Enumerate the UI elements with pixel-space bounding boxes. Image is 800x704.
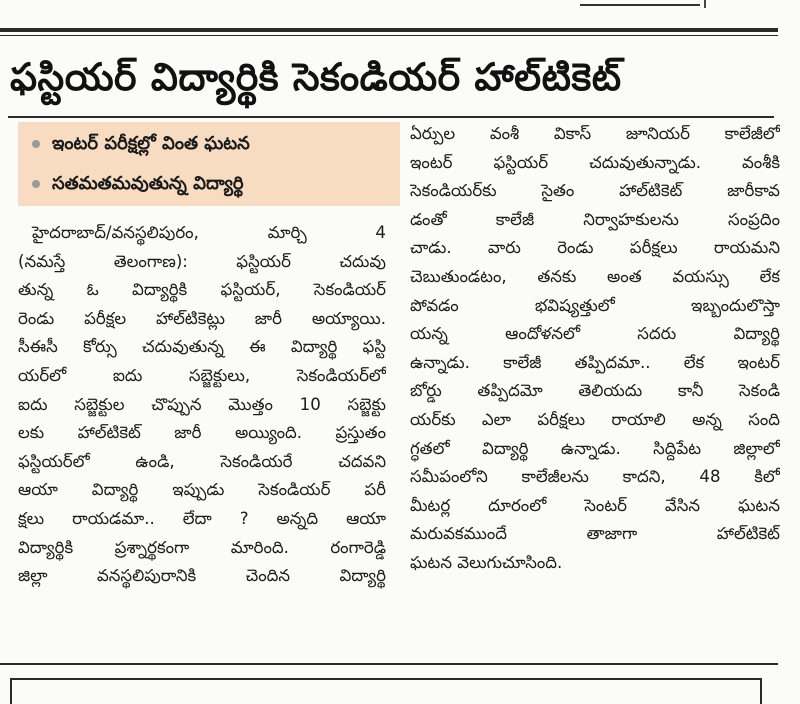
subheadline-item [32, 166, 244, 202]
headline: ఫస్టియర్ విద్యార్థికి సెకండియర్ హాల్‌టికెట్ [10, 55, 622, 99]
article-line: ఏర్పుల వంశీ వికాస్ జూనియర్ కాలేజీలో [410, 124, 780, 143]
article-line: జిల్లా వనస్థలిపురానికి చెందిన విద్యార్థి [18, 566, 386, 586]
column-divider-fragment [704, 0, 706, 8]
article-line: ఫస్టియర్‌లో ఉండి, సెకండియరే చదవని [18, 451, 386, 471]
article-line: ఐదు సబ్జెక్టుల చొప్పున మొత్తం 10 సబ్జెక్టు [18, 394, 386, 414]
previous-article-strip [0, 0, 800, 14]
article-line: యర్‌కు ఎలా పరీక్షలు రాయాలి అన్న సంది [410, 409, 780, 429]
article-line: డంతో కాలేజీ నిర్వాహకులను సంప్రదిం [410, 209, 780, 229]
article-line: సమీపంలోని కాలేజీలను కాదని, 48 కిలో [410, 467, 780, 487]
article-line: తున్న ఓ విద్యార్థికి ఫస్టియర్, సెకండియర్ [18, 280, 386, 300]
article-line: మరువకముందే తాజాగా హాల్‌టికెట్ [410, 524, 780, 544]
article-line: బోర్డు తప్పిదమో తెలియదు కానీ సెకండి [410, 381, 780, 401]
article-line: (నమస్తే తెలంగాణ): ఫస్టియర్ చదువు [18, 251, 386, 271]
article-line: యర్‌లో ఐదు సబ్జెక్టులు, సెకండియర్‌లో [18, 365, 386, 385]
subheadline-box [18, 122, 400, 206]
headline-rule [8, 116, 774, 118]
article-line: రెండు పరీక్షల హాల్‌టికెట్లు జారీ అయ్యాయి. [18, 308, 386, 328]
article-line: లకు హాల్‌టికెట్ జారీ అయ్యింది. ప్రస్తుతం [18, 423, 386, 443]
subheadline-text: ఇంటర్ పరీక్షల్లో వింత ఘటన [52, 133, 250, 154]
article-line: ఆయా విద్యార్థి ఇప్పుడు సెకండియర్ పరీ [18, 480, 386, 500]
article-line: ఘటన వెలుగుచూసింది. [410, 552, 563, 572]
article-line: హైదరాబాద్/వనస్థలిపురం, మార్చి 4 [32, 223, 386, 242]
article-line: సెకండియర్‌కు సైతం హాల్‌టికెట్ జారీకావ [410, 181, 780, 201]
subheadline-item [32, 126, 250, 162]
bullet-icon [32, 140, 40, 148]
bullet-icon [32, 180, 40, 188]
article-line: ఇంటర్ ఫస్టియర్ చదువుతున్నాడు. వంశీకి [410, 152, 780, 172]
article-line: ఉన్నాడు. కాలేజీ తప్పిదమా.. లేక ఇంటర్ [410, 352, 780, 372]
article-line: చెబుతుండటం, తనకు అంత వయస్సు లేక [410, 266, 780, 286]
top-rule-thin [0, 35, 778, 36]
article-line: మీటర్ల దూరంలో సెంటర్ వేసిన ఘటన [410, 495, 780, 515]
article-line: విద్యార్థికి ప్రశ్నార్థకంగా మారింది. రంగారెడ్డి [18, 537, 386, 557]
article-line: పోవడం భవిష్యత్తులో ఇబ్బందులొస్తా [410, 295, 780, 315]
bottom-rule [0, 663, 778, 665]
article-line: యన్న ఆందోళనలో సదరు విద్యార్థి [410, 324, 780, 344]
article-line: చాడు. వారు రెండు పరీక్షలు రాయమని [410, 238, 780, 258]
article-column-right [410, 120, 780, 578]
top-rule [0, 28, 778, 32]
article-column-left [18, 219, 386, 591]
article-line: సీఈసీ కోర్సు చదువుతున్న ఈ విద్యార్థి ఫస్టి [18, 337, 386, 357]
article-line: గ్ధతలో విద్యార్థి ఉన్నాడు. సిద్దిపేట జిల్లాలో [410, 438, 780, 458]
subheadline-text: సతమతమవుతున్న విద్యార్థి [52, 173, 244, 194]
article-line: క్షలు రాయడమా.. లేదా ? అన్నది ఆయా [18, 508, 386, 528]
previous-article-fragment [580, 0, 700, 6]
next-article-frame [10, 678, 762, 704]
